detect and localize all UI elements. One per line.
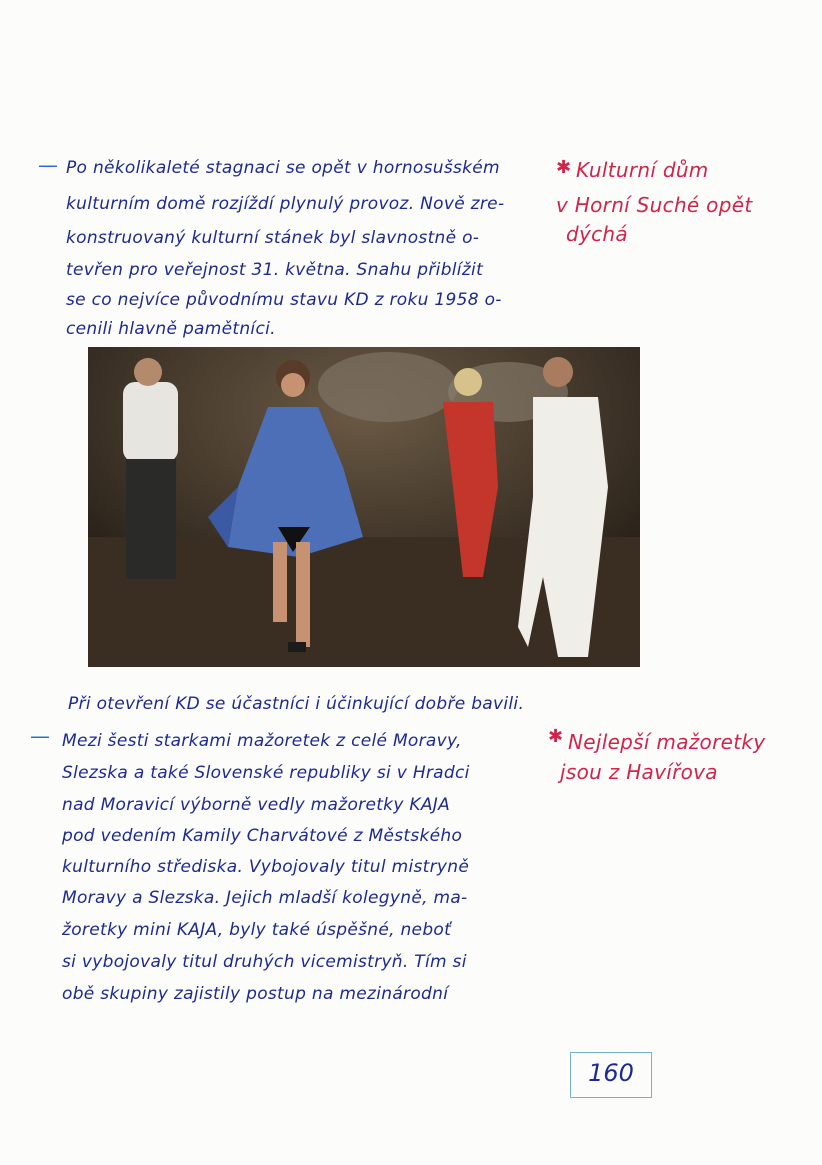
paragraph2-line: Slezska a také Slovenské republiky si v Hradci bbox=[62, 763, 470, 783]
paragraph1-line: cenili hlavně pamětníci. bbox=[66, 319, 276, 339]
margin-note-line: v Horní Suché opět bbox=[556, 193, 753, 217]
paragraph1-line: se co nejvíce původnímu stavu KD z roku 1958 o- bbox=[66, 290, 502, 310]
paragraph1-line: tevřen pro veřejnost 31. května. Snahu přiblížit bbox=[66, 260, 484, 280]
asterisk-icon: ✱ bbox=[556, 157, 572, 178]
asterisk-icon: ✱ bbox=[548, 726, 564, 747]
margin-note-line: Nejlepší mažoretky bbox=[568, 730, 766, 754]
paragraph2-line: nad Moravicí výborně vedly mažoretky KAJA bbox=[62, 795, 451, 815]
margin-note-line: dýchá bbox=[566, 222, 628, 246]
dash-icon: — bbox=[38, 153, 58, 177]
margin-note-line: jsou z Havířova bbox=[560, 760, 718, 784]
paragraph2-line: Mezi šesti starkami mažoretek z celé Moravy, bbox=[62, 731, 462, 751]
photo-caption: Při otevření KD se účastníci i účinkující dobře bavili. bbox=[68, 694, 525, 714]
paragraph1-line: kulturním domě rozjíždí plynulý provoz. Nově zre- bbox=[66, 194, 505, 214]
dance-photo bbox=[88, 347, 640, 667]
page-number-box bbox=[570, 1052, 652, 1098]
paragraph1-line: Po několikaleté stagnaci se opět v hornosušském bbox=[66, 158, 500, 178]
page-number: 160 bbox=[588, 1059, 634, 1087]
paragraph2-line: si vybojovaly titul druhých vicemistryň. Tím si bbox=[62, 952, 467, 972]
paragraph2-line: kulturního střediska. Vybojovaly titul mistryně bbox=[62, 857, 470, 877]
paragraph2-line: žoretky mini KAJA, byly také úspěšné, neboť bbox=[62, 920, 452, 940]
paragraph2-line: Moravy a Slezska. Jejich mladší kolegyně, ma- bbox=[62, 888, 468, 908]
paragraph2-line: pod vedením Kamily Charvátové z Městského bbox=[62, 826, 463, 846]
paragraph1-line: konstruovaný kulturní stánek byl slavnostně o- bbox=[66, 228, 480, 248]
dash-icon: — bbox=[30, 724, 50, 748]
margin-note-line: Kulturní dům bbox=[576, 158, 709, 182]
paragraph2-line: obě skupiny zajistily postup na mezinárodní bbox=[62, 984, 449, 1004]
dance-photo-image bbox=[88, 347, 640, 667]
